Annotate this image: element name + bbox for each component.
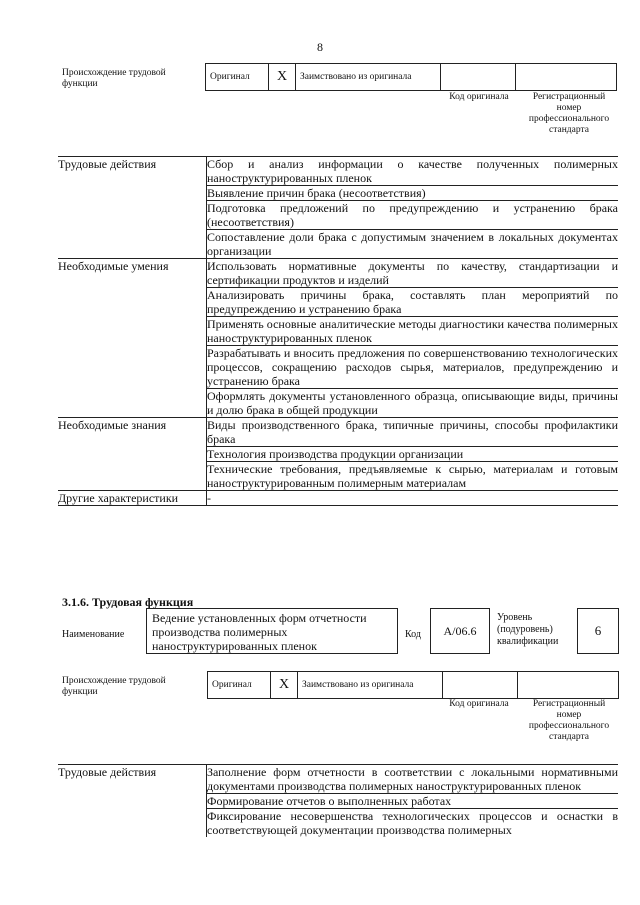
- name-label: Наименование: [62, 629, 125, 640]
- table-cell: Сопоставление доли брака с допустимым значением в локальных документах организации: [207, 230, 618, 258]
- characteristics-table: [58, 764, 618, 837]
- table-cell: Формирование отчетов о выполненных работах: [207, 794, 619, 809]
- row-label: Необходимые знания: [58, 418, 207, 491]
- table-cell: Оформлять документы установленного образца, описывающие виды, причины и долю брака в общей продукции: [207, 389, 618, 417]
- code-label: Код: [405, 629, 421, 640]
- origin-box: [205, 63, 617, 91]
- row-label: Необходимые умения: [58, 259, 207, 418]
- table-cell: Анализировать причины брака, составлять план мероприятий по предупреждению и устранению брака: [207, 288, 618, 316]
- code-caption: Код оригинала: [449, 699, 509, 709]
- origin-label: Происхождение трудовой функции: [62, 68, 166, 89]
- page-number: 8: [317, 40, 323, 54]
- original-label: Оригинал: [206, 64, 269, 90]
- code-caption: Код оригинала: [449, 92, 509, 102]
- original-mark: X: [271, 672, 298, 698]
- original-code-cell: [443, 672, 518, 698]
- row-label: Трудовые действия: [58, 765, 207, 838]
- level-label: Уровень (подуровень) квалификации: [497, 612, 559, 647]
- table-cell: Фиксирование несовершенства технологических процессов и оснастки в соответствующей документации производства полимерных: [207, 809, 618, 837]
- table-cell: Использовать нормативные документы по качеству, стандартизации и сертификации продуктов и изделий: [207, 259, 618, 287]
- table-cell: Выявление причин брака (несоответствия): [207, 186, 619, 201]
- section-title: 3.1.6. Трудовая функция: [62, 595, 194, 609]
- table-cell: Технология производства продукции организации: [207, 447, 619, 462]
- reg-number-cell: [516, 64, 614, 90]
- name-value: Ведение установленных форм отчетности производства полимерных наноструктурированных пленок: [146, 608, 398, 654]
- borrowed-label: Заимствовано из оригинала: [296, 64, 441, 90]
- code-value: A/06.6: [430, 608, 490, 654]
- row-label: Трудовые действия: [58, 157, 207, 259]
- origin-box: [207, 671, 619, 699]
- borrowed-label: Заимствовано из оригинала: [298, 672, 443, 698]
- original-label: Оригинал: [208, 672, 271, 698]
- table-cell: -: [207, 491, 619, 506]
- reg-caption: Регистрационный номер профессионального стандарта: [528, 92, 610, 135]
- table-cell: Сбор и анализ информации о качестве полученных полимерных наноструктурированных пленок: [207, 157, 618, 185]
- original-mark: X: [269, 64, 296, 90]
- reg-caption: Регистрационный номер профессионального стандарта: [528, 699, 610, 742]
- table-cell: Подготовка предложений по предупреждению и устранению брака (несоответствия): [207, 201, 618, 229]
- reg-number-cell: [518, 672, 616, 698]
- origin-label: Происхождение трудовой функции: [62, 676, 166, 697]
- table-cell: Технические требования, предъявляемые к сырью, материалам и готовым наноструктурированным полимерным материалам: [207, 462, 618, 490]
- table-cell: Заполнение форм отчетности в соответствии с локальными нормативными документами производства полимерных наноструктурированных пленок: [207, 765, 618, 793]
- table-cell: Виды производственного брака, типичные причины, способы профилактики брака: [207, 418, 618, 446]
- table-cell: Разрабатывать и вносить предложения по совершенствованию технологических процессов, сокращению расходов сырья, материалов, предупреждению и устранению брака: [207, 346, 618, 388]
- original-code-cell: [441, 64, 516, 90]
- row-label: Другие характеристики: [58, 491, 207, 506]
- level-value: 6: [577, 608, 619, 654]
- characteristics-table: [58, 156, 618, 506]
- table-cell: Применять основные аналитические методы диагностики качества полимерных наноструктурированных пленок: [207, 317, 618, 345]
